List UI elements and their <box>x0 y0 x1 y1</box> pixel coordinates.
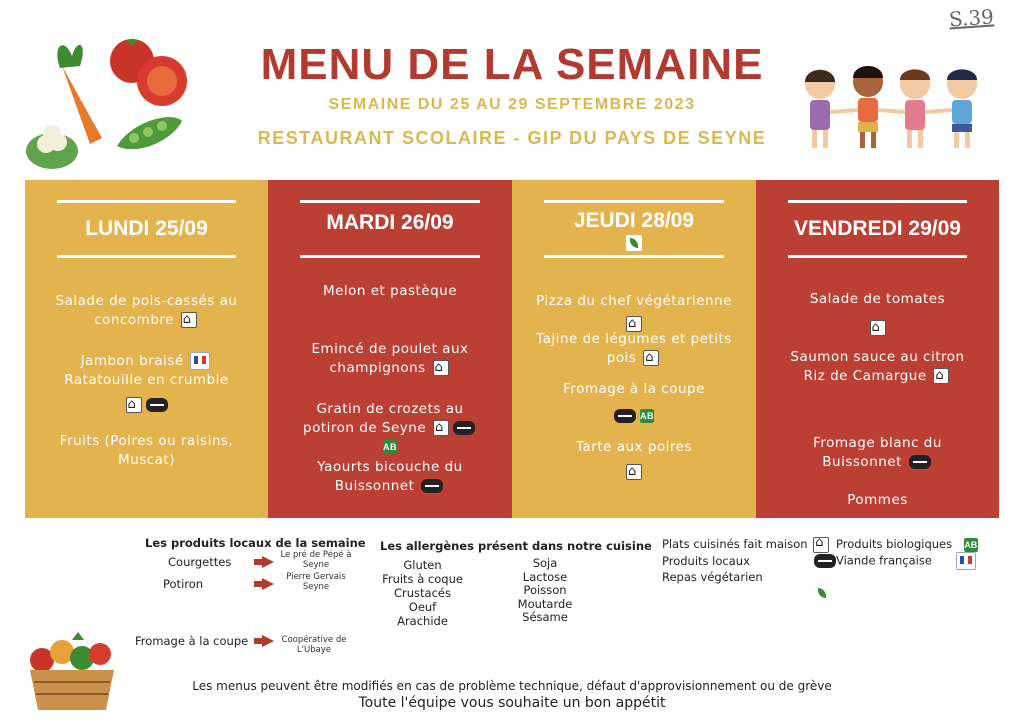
house-icon <box>933 368 949 384</box>
arrow-icon <box>262 556 274 568</box>
dish-line: Fromage à la coupe <box>563 381 705 397</box>
menu-dish <box>520 330 748 368</box>
allergen-item: Poisson <box>523 583 567 597</box>
menu-dish <box>276 282 504 301</box>
menu-dish <box>276 400 504 457</box>
legend-label: Plats cuisinés fait maison <box>662 537 808 551</box>
dish-line: Jambon braisé <box>80 353 184 369</box>
day-heading: MARDI 26/09 <box>300 200 480 258</box>
allergen-item: Arachide <box>397 614 448 628</box>
organic-ab-icon <box>383 440 397 454</box>
local-supplier <box>276 572 356 592</box>
local-product-icon <box>421 479 443 493</box>
local-supplier <box>274 635 354 655</box>
supplier-line: Seyne <box>302 582 330 592</box>
day-column-lundi <box>25 180 268 518</box>
local-product-icon <box>909 455 931 469</box>
day-heading-text: JEUDI 28/09 <box>573 209 695 232</box>
footer-greeting: Toute l'équipe vous souhaite un bon appétit <box>358 695 666 711</box>
menu-dish <box>276 458 504 496</box>
dish-line: Emincé de poulet aux <box>311 341 469 357</box>
menu-dish <box>764 290 991 338</box>
supplier-line: Seyne <box>302 560 330 570</box>
arrow-icon <box>262 635 274 647</box>
house-icon <box>813 537 829 553</box>
local-product-icon <box>814 554 836 568</box>
supplier-line: Le pré de Pépé à <box>280 550 352 560</box>
supplier-line: L'Ubaye <box>296 645 332 655</box>
dish-line: Fruits (Poires ou raisins, <box>59 433 234 449</box>
page-title: MENU DE LA SEMAINE <box>260 40 764 89</box>
legend-label: Repas végétarien <box>662 569 763 584</box>
allergen-item: Oeuf <box>408 600 437 614</box>
legend-label: Produits biologiques <box>836 537 953 551</box>
dish-line: Muscat) <box>118 452 175 468</box>
local-supplier <box>276 550 356 570</box>
menu-dish <box>520 380 748 426</box>
allergens-list-right <box>505 557 585 625</box>
menu-dish <box>520 438 748 482</box>
day-column-jeudi <box>512 180 756 518</box>
day-column-vendredi <box>756 180 999 518</box>
allergens-list-left <box>380 558 465 628</box>
menu-dish <box>33 292 260 330</box>
day-heading <box>544 200 724 258</box>
menu-dish <box>520 292 748 334</box>
dish-line: Buissonnet <box>334 478 415 494</box>
dish-line: Gratin de crozets au <box>316 401 464 417</box>
dish-line: champignons <box>329 360 426 376</box>
menu-dish <box>33 432 260 470</box>
dish-line: Ratatouille en crumble <box>64 372 229 388</box>
dish-line: Tarte aux poires <box>575 439 692 455</box>
dish-line: pois <box>606 350 637 366</box>
allergens-title: Les allergènes présent dans notre cuisine <box>380 539 652 553</box>
supplier-line: Coopérative de <box>281 635 347 645</box>
house-icon <box>433 420 449 436</box>
legend-label: Produits locaux <box>662 553 750 568</box>
supplier-line: Pierre Gervais <box>286 572 346 582</box>
menu-dish <box>276 340 504 378</box>
allergen-item: Gluten <box>403 558 442 572</box>
house-icon <box>433 360 449 376</box>
vegetarian-leaf-icon <box>626 235 642 251</box>
dish-line: potiron de Seyne <box>303 420 427 436</box>
house-icon <box>181 312 197 328</box>
house-icon <box>870 320 886 336</box>
dish-line: Melon et pastèque <box>322 283 458 299</box>
allergen-item: Sésame <box>522 610 568 624</box>
dish-line: Yaourts bicouche du <box>317 459 463 475</box>
footer-disclaimer: Les menus peuvent être modifiés en cas de problème technique, défaut d'approvisionnement ou de grève <box>192 679 832 693</box>
dish-line: Pommes <box>847 492 908 508</box>
dish-line: Fromage blanc du <box>813 435 942 451</box>
day-column-mardi <box>268 180 512 518</box>
house-icon <box>626 464 642 480</box>
house-icon <box>126 397 142 413</box>
local-products-title: Les produits locaux de la semaine <box>145 536 366 550</box>
menu-dish <box>764 348 991 386</box>
menu-dish <box>764 491 991 510</box>
legend-left <box>662 536 838 601</box>
dish-line: Saumon sauce au citron <box>790 349 965 365</box>
organic-ab-icon <box>640 409 654 423</box>
vegetarian-leaf-icon <box>814 585 830 601</box>
organic-ab-icon <box>964 538 978 552</box>
allergen-item: Fruits à coque <box>382 572 463 586</box>
local-product-icon <box>453 421 475 435</box>
menu-dish <box>33 352 260 415</box>
local-product-name: Fromage à la coupe <box>135 634 249 648</box>
legend-label: Viande française <box>836 553 932 568</box>
local-product-name: Potiron <box>163 577 204 591</box>
house-icon <box>643 350 659 366</box>
french-meat-icon <box>956 552 976 570</box>
allergen-item: Crustacés <box>394 586 451 600</box>
dish-line: Pizza du chef végétarienne <box>536 293 732 309</box>
allergen-item: Lactose <box>522 569 568 584</box>
day-heading: LUNDI 25/09 <box>57 200 236 258</box>
allergen-item: Moutarde <box>517 596 573 611</box>
dish-line: Salade de tomates <box>809 291 946 307</box>
page-reference: S.39 <box>948 4 995 32</box>
arrow-icon <box>262 578 274 590</box>
dish-line: Riz de Camargue <box>803 368 927 384</box>
french-meat-icon <box>190 352 210 370</box>
dish-line: Buissonnet <box>822 454 902 470</box>
week-subtitle: SEMAINE DU 25 AU 29 SEPTEMBRE 2023 <box>328 96 696 113</box>
local-product-name: Courgettes <box>168 555 232 569</box>
restaurant-subtitle: RESTAURANT SCOLAIRE - GIP DU PAYS DE SEYNE <box>257 128 767 148</box>
menu-dish <box>764 434 991 472</box>
allergen-item: Soja <box>532 556 558 570</box>
local-product-icon <box>146 398 168 412</box>
dish-line: Tajine de légumes et petits <box>536 331 732 347</box>
local-product-icon <box>614 409 636 423</box>
dish-line: concombre <box>94 312 174 328</box>
dish-line: Salade de pois-cassés au <box>55 293 238 309</box>
legend-right <box>836 536 980 570</box>
day-heading: VENDREDI 29/09 <box>788 200 967 258</box>
